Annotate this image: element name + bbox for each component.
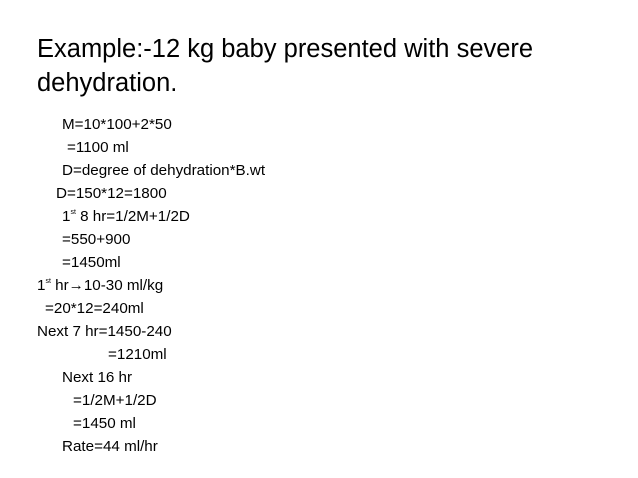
next-7hr-calculation: Next 7 hr=1450-240: [37, 323, 172, 340]
bolus-dose: 10-30 ml/kg: [83, 277, 164, 294]
ordinal-suffix: st: [45, 278, 51, 285]
next-7hr-result: =1210ml: [108, 346, 167, 363]
first-hour-label: hr: [50, 277, 69, 294]
ordinal-suffix: st: [70, 209, 76, 216]
formula-deficit: D=degree of dehydration*B.wt: [62, 162, 266, 179]
right-arrow-icon: →: [68, 277, 84, 294]
formula-maintenance: M=10*100+2*50: [62, 116, 172, 133]
first-8hr-formula-text: 8 hr=1/2M+1/2D: [75, 208, 190, 225]
first-8hr-result: =1450ml: [62, 254, 121, 271]
maintenance-result: =1100 ml: [67, 139, 129, 156]
next-16hr-result: =1450 ml: [73, 415, 136, 432]
ordinal-number: 1: [62, 208, 71, 225]
infusion-rate: Rate=44 ml/hr: [62, 438, 158, 455]
next-16hr-label: Next 16 hr: [62, 369, 133, 386]
next-16hr-formula: =1/2M+1/2D: [73, 392, 157, 409]
first-8hr-formula: [62, 208, 190, 226]
bolus-calculation: =20*12=240ml: [45, 300, 144, 317]
first-hour-bolus: [37, 277, 163, 295]
slide-title: Example:-12 kg baby presented with severe dehydration.: [37, 35, 534, 97]
first-8hr-sum: =550+900: [62, 231, 131, 248]
ordinal-number: 1: [37, 277, 46, 294]
deficit-calculation: D=150*12=1800: [56, 185, 167, 202]
